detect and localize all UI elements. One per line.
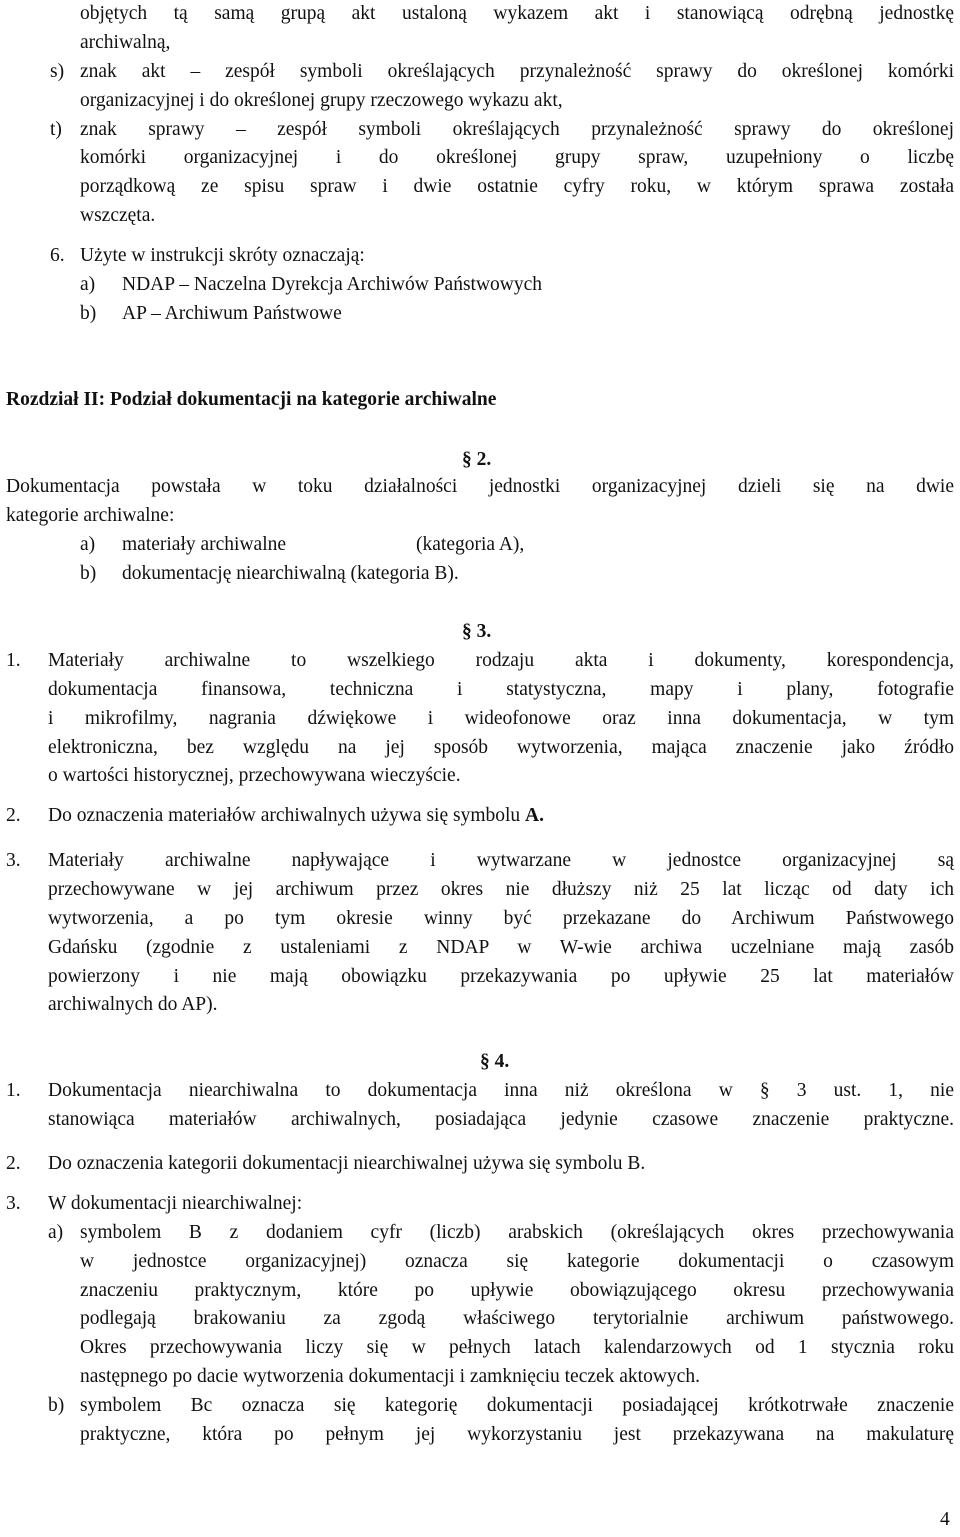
paragraph-line: Gdańsku (zgodnie z ustaleniami z NDAP w W-wie archiwa uczelniane mają zasób xyxy=(48,937,954,958)
paragraph-line: w jednostce organizacyjnej) oznacza się kategorie dokumentacji o czasowym xyxy=(80,1251,954,1272)
paragraph-line: AP – Archiwum Państwowe xyxy=(122,303,342,324)
list-marker: a) xyxy=(80,534,96,555)
paragraph-line: Dokumentacja powstała w toku działalności jednostki organizacyjnej dzieli się na dwie xyxy=(6,476,954,497)
section-number: § 3. xyxy=(462,621,492,642)
paragraph-line: Materiały archiwalne napływające i wytwarzane w jednostce organizacyjnej są xyxy=(48,850,954,871)
paragraph-line: (kategoria A), xyxy=(416,534,525,555)
paragraph-line: objętych tą samą grupą akt ustaloną wykazem akt i stanowiącą odrębną jednostkę xyxy=(80,3,954,24)
paragraph-line: podlegają brakowaniu za zgodą właściwego terytorialnie archiwum państwowego. xyxy=(80,1308,954,1329)
chapter-heading: Rozdział II: Podział dokumentacji na kategorie archiwalne xyxy=(6,389,497,410)
page-number: 4 xyxy=(940,1509,950,1530)
paragraph-line: archiwalną, xyxy=(80,32,171,53)
paragraph-line: W dokumentacji niearchiwalnej: xyxy=(48,1193,303,1214)
paragraph-line: znaczeniu praktycznym, które po upływie obowiązującego okresu przechowywania xyxy=(80,1280,954,1301)
list-marker: 1. xyxy=(6,1080,21,1101)
list-marker: 6. xyxy=(50,245,65,266)
paragraph-line: powierzony i nie mają obowiązku przekazywania po upływie 25 lat materiałów xyxy=(48,966,954,987)
paragraph-line: wytworzenia, a po tym okresie winny być przekazane do Archiwum Państwowego xyxy=(48,908,954,929)
paragraph-line: NDAP – Naczelna Dyrekcja Archiwów Państwowych xyxy=(122,274,543,295)
list-marker: b) xyxy=(80,563,97,584)
section-number: § 2. xyxy=(462,449,492,470)
paragraph-line: kategorie archiwalne: xyxy=(6,505,175,526)
paragraph-line: dokumentację niearchiwalną (kategoria B). xyxy=(122,563,459,584)
list-marker: 2. xyxy=(6,805,21,826)
paragraph-line: symbolem Bc oznacza się kategorię dokumentacji posiadającej krótkotrwałe znaczenie xyxy=(80,1395,954,1416)
paragraph-line: i mikrofilmy, nagrania dźwiękowe i wideofonowe oraz inna dokumentacja, w tym xyxy=(48,708,954,729)
paragraph-line: elektroniczna, bez względu na jej sposób wytworzenia, mająca znaczenie jako źródło xyxy=(48,737,954,758)
list-marker: 3. xyxy=(6,850,21,871)
paragraph-line: Użyte w instrukcji skróty oznaczają: xyxy=(80,245,365,266)
list-marker: s) xyxy=(50,61,65,82)
list-marker: t) xyxy=(50,119,62,140)
paragraph-line: znak akt – zespół symboli określających przynależność sprawy do określonej komórki xyxy=(80,61,954,82)
paragraph-line: porządkową ze spisu spraw i dwie ostatnie cyfry roku, w którym sprawa została xyxy=(80,176,954,197)
list-marker: b) xyxy=(48,1395,65,1416)
paragraph-line: znak sprawy – zespół symboli określających przynależność sprawy do określonej xyxy=(80,119,954,140)
section-number: § 4. xyxy=(480,1051,510,1072)
list-marker: 3. xyxy=(6,1193,21,1214)
paragraph-line: stanowiąca materiałów archiwalnych, posiadająca jedynie czasowe znaczenie praktyczne. xyxy=(48,1109,954,1130)
paragraph-line: Okres przechowywania liczy się w pełnych latach kalendarzowych od 1 stycznia roku xyxy=(80,1337,954,1358)
paragraph-line: praktyczne, która po pełnym jej wykorzystaniu jest przekazywana na makulaturę xyxy=(80,1424,954,1445)
paragraph-line: dokumentacja finansowa, techniczna i statystyczna, mapy i plany, fotografie xyxy=(48,679,954,700)
list-marker: 1. xyxy=(6,650,21,671)
paragraph-line: komórki organizacyjnej i do określonej grupy spraw, uzupełniony o liczbę xyxy=(80,147,954,168)
paragraph-line: Materiały archiwalne to wszelkiego rodzaju akta i dokumenty, korespondencja, xyxy=(48,650,954,671)
paragraph-line: organizacyjnej i do określonej grupy rzeczowego wykazu akt, xyxy=(80,90,563,111)
paragraph-line: archiwalnych do AP). xyxy=(48,994,218,1015)
paragraph-line: materiały archiwalne xyxy=(122,534,287,555)
paragraph-line: następnego po dacie wytworzenia dokumentacji i zamknięciu teczek aktowych. xyxy=(80,1366,700,1387)
paragraph-text: Do oznaczenia materiałów archiwalnych używa się symbolu xyxy=(48,805,521,826)
list-marker: a) xyxy=(48,1222,64,1243)
paragraph-line xyxy=(48,806,544,826)
list-marker: 2. xyxy=(6,1153,21,1174)
paragraph-line: Do oznaczenia kategorii dokumentacji niearchiwalnej używa się symbolu B. xyxy=(48,1153,646,1174)
list-marker: b) xyxy=(80,303,97,324)
list-marker: a) xyxy=(80,274,96,295)
paragraph-line: symbolem B z dodaniem cyfr (liczb) arabskich (określających okres przechowywania xyxy=(80,1222,954,1243)
paragraph-line: o wartości historycznej, przechowywana wieczyście. xyxy=(48,765,461,786)
paragraph-line: przechowywane w jej archiwum przez okres nie dłuższy niż 25 lat licząc od daty ich xyxy=(48,879,954,900)
paragraph-line: Dokumentacja niearchiwalna to dokumentacja inna niż określona w § 3 ust. 1, nie xyxy=(48,1080,954,1101)
paragraph-line: wszczęta. xyxy=(80,205,156,226)
symbol-a: A. xyxy=(525,805,544,826)
